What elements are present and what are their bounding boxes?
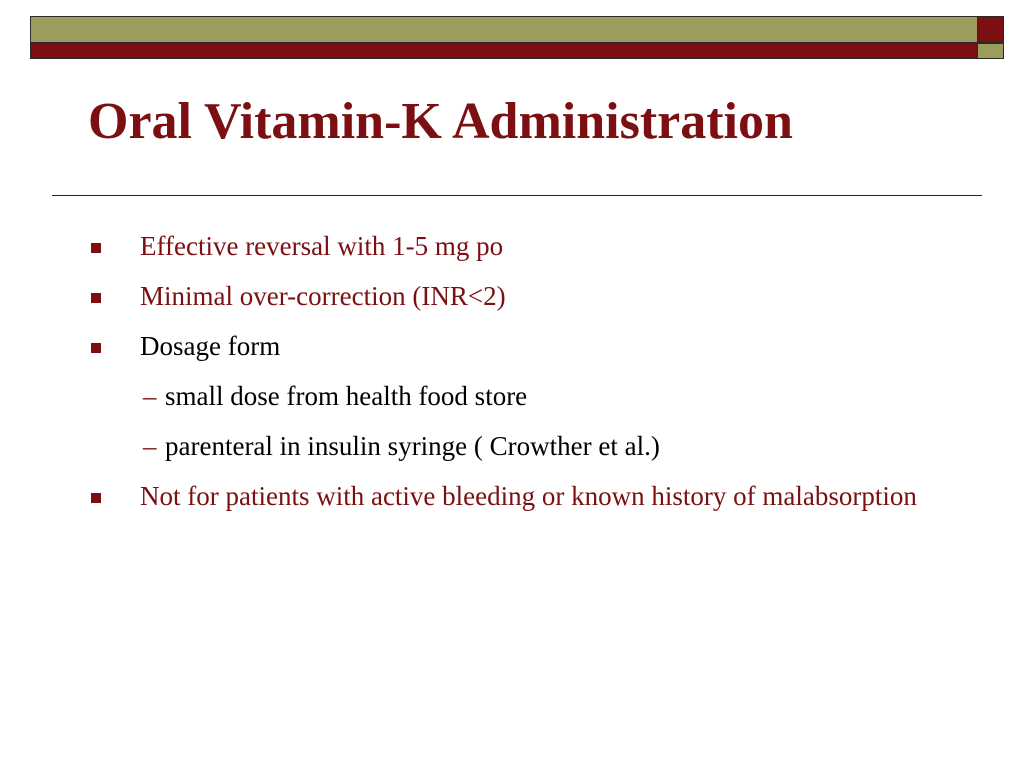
square-bullet-icon bbox=[91, 343, 101, 353]
dash-bullet-icon: – bbox=[143, 381, 157, 411]
bullet-text: Dosage form bbox=[140, 331, 281, 361]
bullet-item bbox=[0, 276, 920, 316]
sub-bullet-text: small dose from health food store bbox=[165, 381, 528, 411]
header-square-maroon bbox=[977, 16, 1004, 43]
sub-bullet-item bbox=[0, 426, 925, 466]
header-band-maroon bbox=[30, 43, 978, 59]
bullet-text: Minimal over-correction (INR<2) bbox=[140, 281, 506, 311]
sub-bullet-item bbox=[0, 376, 925, 416]
sub-bullet-text: parenteral in insulin syringe ( Crowther et al.) bbox=[165, 431, 660, 461]
square-bullet-icon bbox=[91, 243, 101, 253]
header-square-olive bbox=[977, 43, 1004, 59]
bullet-list bbox=[0, 226, 1024, 526]
slide-title: Oral Vitamin-K Administration bbox=[88, 93, 793, 150]
bullet-item bbox=[0, 326, 920, 366]
bullet-item bbox=[0, 226, 920, 266]
bullet-text: Not for patients with active bleeding or known history of malabsorption bbox=[140, 481, 917, 511]
bullet-text: Effective reversal with 1-5 mg po bbox=[140, 231, 504, 261]
dash-bullet-icon: – bbox=[143, 431, 157, 461]
title-divider bbox=[52, 195, 982, 196]
header-band-olive bbox=[30, 16, 978, 43]
square-bullet-icon bbox=[91, 493, 101, 503]
square-bullet-icon bbox=[91, 293, 101, 303]
bullet-item bbox=[0, 476, 920, 516]
